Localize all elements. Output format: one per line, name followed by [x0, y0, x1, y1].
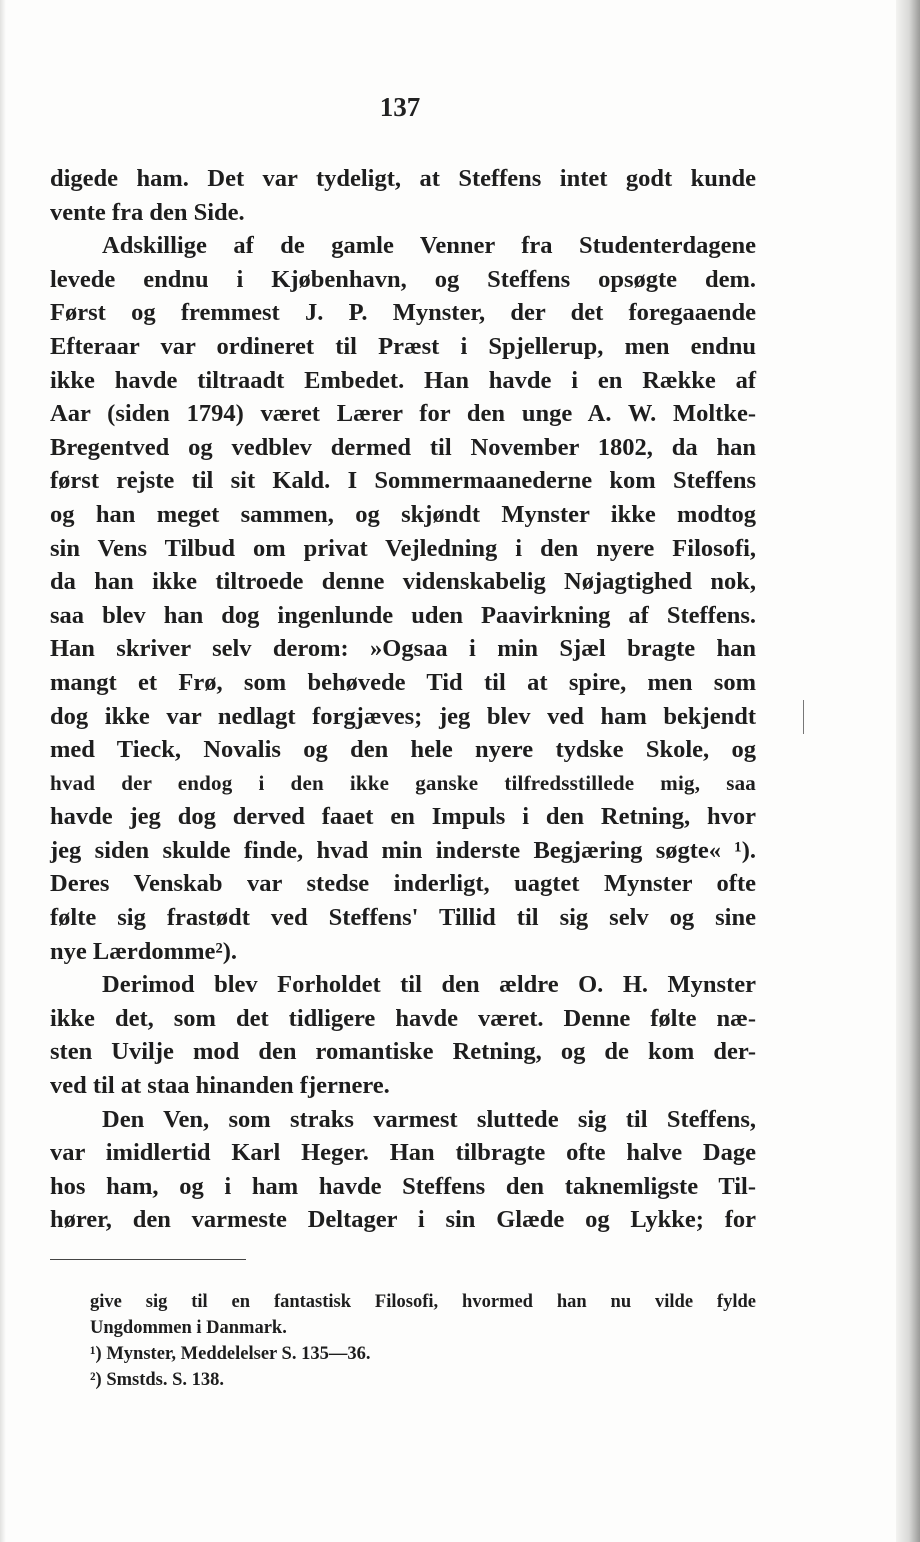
- body-line: Derimod blev Forholdet til den ældre O. H. Mynster: [102, 971, 756, 999]
- body-line: Deres Venskab var stedse inderligt, uagtet Mynster ofte: [50, 870, 756, 898]
- body-line: hos ham, og i ham havde Steffens den taknemligste Til-: [50, 1172, 756, 1200]
- body-line: dog ikke var nedlagt forgjæves; jeg blev ved ham bekjendt: [50, 702, 756, 730]
- footnote-continuation: Ungdommen i Danmark.: [90, 1318, 287, 1338]
- body-line: hvad der endog i den ikke ganske tilfredsstillede mig, saa: [50, 770, 756, 795]
- body-line: Han skriver selv derom: »Ogsaa i min Sjæl bragte han: [50, 635, 756, 663]
- body-line: vente fra den Side.: [50, 198, 245, 226]
- body-line: ved til at staa hinanden fjernere.: [50, 1072, 390, 1100]
- body-line: sten Uvilje mod den romantiske Retning, og de kom der-: [50, 1038, 756, 1066]
- page-right-edge-shadow: [896, 0, 920, 1542]
- page-left-edge: [0, 0, 6, 1542]
- body-line: Bregentved og vedblev dermed til November 1802, da han: [50, 433, 756, 461]
- footnote: ²) Smstds. S. 138.: [90, 1370, 225, 1390]
- body-line: Aar (siden 1794) været Lærer for den unge A. W. Moltke-: [50, 400, 756, 428]
- body-line: var imidlertid Karl Heger. Han tilbragte ofte halve Dage: [50, 1139, 756, 1167]
- footnotes: [50, 1289, 756, 1393]
- body-line: og han meget sammen, og skjøndt Mynster ikke modtog: [50, 500, 756, 528]
- body-text: [50, 162, 756, 1237]
- page-number: 137: [379, 92, 421, 122]
- body-line: da han ikke tiltroede denne videnskabelig Nøjagtighed nok,: [50, 568, 756, 596]
- body-line: Først og fremmest J. P. Mynster, der det foregaaende: [50, 299, 756, 327]
- body-line: havde jeg dog derved faaet en Impuls i den Retning, hvor: [50, 803, 756, 831]
- margin-mark: [803, 700, 804, 734]
- body-line: jeg siden skulde finde, hvad min inderste Begjæring søgte« ¹).: [50, 836, 756, 864]
- body-line: saa blev han dog ingenlunde uden Paavirkning af Steffens.: [50, 601, 756, 629]
- body-line: følte sig frastødt ved Steffens' Tillid til sig selv og sine: [50, 904, 756, 932]
- body-line: Efteraar var ordineret til Præst i Spjellerup, men endnu: [50, 332, 756, 360]
- body-line: nye Lærdomme²).: [50, 937, 237, 965]
- body-line: sin Vens Tilbud om privat Vejledning i den nyere Filosofi,: [50, 534, 756, 562]
- body-line: først rejste til sit Kald. I Sommermaanederne kom Steffens: [50, 467, 756, 495]
- footnote: ¹) Mynster, Meddelelser S. 135—36.: [90, 1344, 371, 1364]
- footnote-divider: [50, 1259, 246, 1260]
- body-line: hører, den varmeste Deltager i sin Glæde og Lykke; for: [50, 1206, 756, 1234]
- footnote-continuation: give sig til en fantastisk Filosofi, hvormed han nu vilde fylde: [90, 1292, 756, 1312]
- body-line: ikke havde tiltraadt Embedet. Han havde i en Række af: [50, 366, 756, 394]
- body-line: digede ham. Det var tydeligt, at Steffens intet godt kunde: [50, 165, 756, 192]
- body-line: med Tieck, Novalis og den hele nyere tydske Skole, og: [50, 736, 756, 764]
- body-line: mangt et Frø, som behøvede Tid til at spire, men som: [50, 668, 756, 696]
- body-line: Adskillige af de gamle Venner fra Studenterdagene: [102, 232, 756, 260]
- body-line: Den Ven, som straks varmest sluttede sig til Steffens,: [102, 1105, 756, 1133]
- body-line: ikke det, som det tidligere havde været. Denne følte næ-: [50, 1004, 756, 1032]
- body-line: levede endnu i Kjøbenhavn, og Steffens opsøgte dem.: [50, 265, 756, 293]
